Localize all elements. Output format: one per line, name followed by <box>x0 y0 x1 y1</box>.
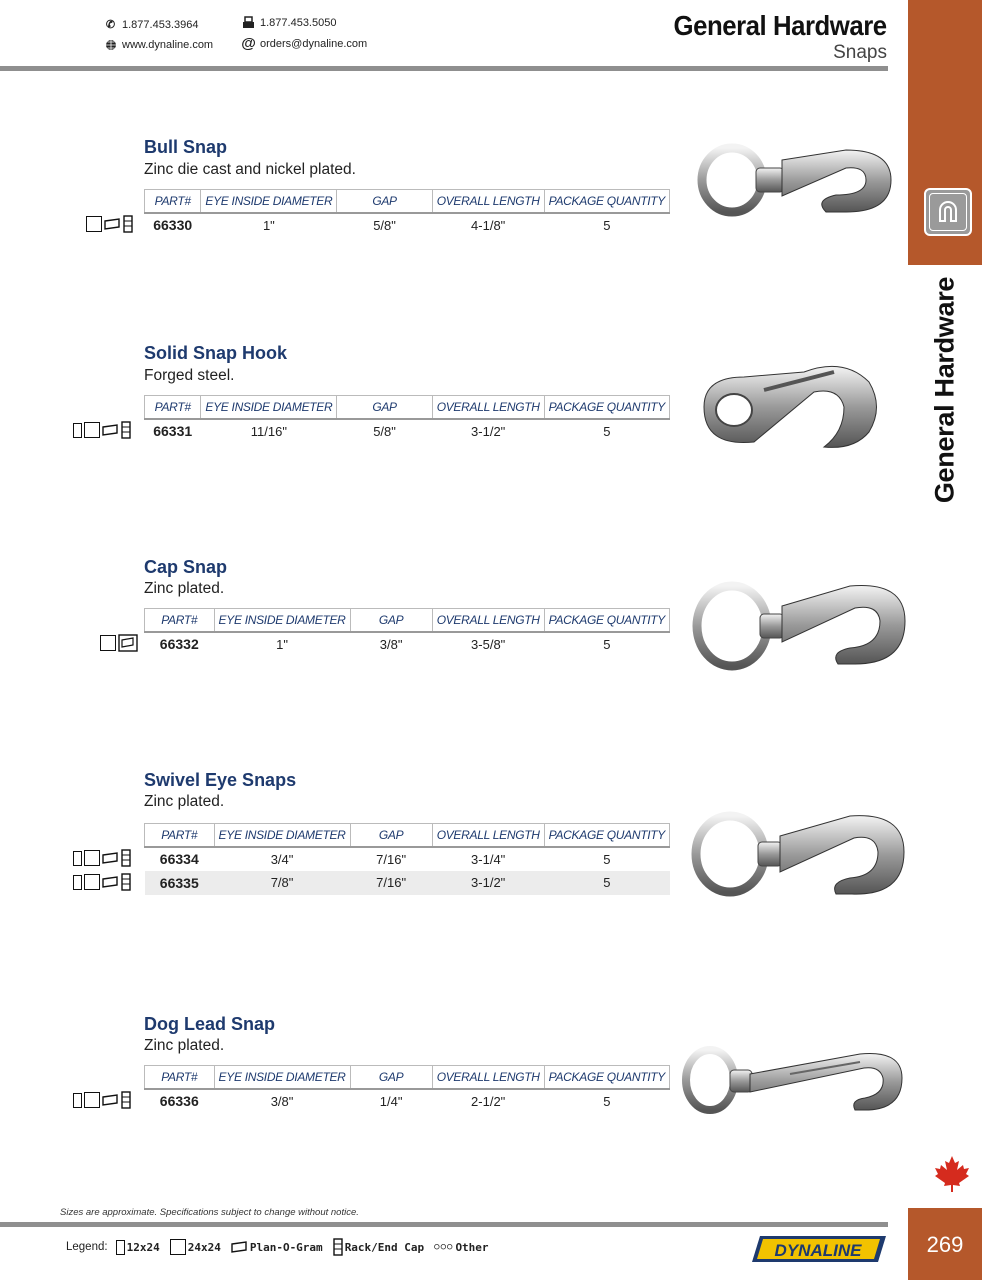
part-number: 66336 <box>159 1093 199 1109</box>
gap: 7/16" <box>376 851 407 867</box>
gap: 5/8" <box>373 217 396 233</box>
package-quantity: 5 <box>603 217 611 233</box>
24x24-icon <box>84 422 100 438</box>
legend-label: Legend: <box>66 1241 108 1253</box>
bull-snap-image <box>696 140 896 220</box>
product-title: Dog Lead Snap <box>144 1014 276 1034</box>
product-description: Zinc plated. <box>144 1037 225 1054</box>
side-tab-label: General Hardware <box>929 276 960 504</box>
part-number: 66334 <box>159 851 199 867</box>
col-eye: EYE INSIDE DIAMETER <box>201 190 337 213</box>
col-gap: GAP <box>350 824 432 847</box>
plan-o-gram-icon <box>104 218 121 230</box>
rack-end-cap-icon <box>121 421 131 439</box>
col-gap: GAP <box>350 609 432 632</box>
24x24-icon <box>84 874 100 890</box>
col-length: OVERALL LENGTH <box>432 824 544 847</box>
cap-snap-image <box>690 576 910 671</box>
12x24-icon <box>73 875 82 890</box>
12x24-icon <box>116 1240 125 1255</box>
24x24-icon <box>170 1239 186 1255</box>
rack-end-cap-icon <box>121 873 131 891</box>
package-quantity: 5 <box>603 636 611 652</box>
col-part: PART# <box>145 190 201 213</box>
gap: 3/8" <box>379 636 403 652</box>
spec-table <box>144 1065 670 1113</box>
product-description: Zinc die cast and nickel plated. <box>144 161 356 178</box>
legend-item-12x24 <box>116 1240 160 1255</box>
legend-text: 24x24 <box>187 1240 221 1254</box>
table-row <box>145 632 670 656</box>
overall-length: 3-1/2" <box>432 871 544 895</box>
col-qty: PACKAGE QUANTITY <box>544 1066 669 1089</box>
display-options <box>73 421 131 439</box>
rack-end-cap-icon <box>121 849 131 867</box>
table-row <box>145 847 670 871</box>
24x24-icon <box>84 1092 100 1108</box>
phone-contact <box>104 18 198 31</box>
plan-o-gram-icon <box>231 1241 248 1253</box>
plan-o-gram-icon <box>102 424 119 436</box>
24x24-icon <box>100 635 116 651</box>
product-description: Zinc plated. <box>144 580 225 597</box>
col-part: PART# <box>145 1066 215 1089</box>
header-rule <box>0 66 888 71</box>
col-qty: PACKAGE QUANTITY <box>544 609 669 632</box>
col-length: OVERALL LENGTH <box>432 1066 544 1089</box>
legend-item-plan-o-gram <box>231 1241 323 1254</box>
display-options <box>73 873 131 891</box>
product-title: Solid Snap Hook <box>144 343 288 363</box>
12x24-icon <box>73 1093 82 1108</box>
legend-text: Other <box>455 1240 489 1254</box>
table-row <box>145 213 670 237</box>
website-link[interactable]: www.dynaline.com <box>122 38 214 51</box>
overall-length: 4-1/8" <box>471 217 506 233</box>
spec-table <box>144 189 670 237</box>
part-number: 66331 <box>153 423 193 439</box>
spec-table <box>144 823 670 895</box>
page-number: 269 <box>926 1232 964 1257</box>
eye-diameter: 3/8" <box>270 1093 294 1109</box>
12x24-icon <box>73 423 82 438</box>
globe-icon <box>104 38 117 51</box>
spec-table <box>144 608 670 656</box>
spec-table <box>144 395 670 443</box>
solid-snap-hook-image <box>694 352 884 452</box>
package-quantity: 5 <box>603 423 611 439</box>
legend-item-rack-end-cap <box>333 1238 424 1256</box>
plan-o-gram-icon <box>102 876 119 888</box>
email-contact[interactable] <box>242 37 367 50</box>
package-quantity: 5 <box>544 871 669 895</box>
part-number: 66335 <box>145 871 215 895</box>
rack-end-cap-icon <box>123 215 133 233</box>
package-quantity: 5 <box>603 851 611 867</box>
overall-length: 3-1/2" <box>471 423 506 439</box>
eye-diameter: 3/4" <box>270 851 294 867</box>
eye-diameter: 7/8" <box>214 871 350 895</box>
product-title: Cap Snap <box>144 557 228 577</box>
col-part: PART# <box>145 609 215 632</box>
gap: 1/4" <box>379 1093 403 1109</box>
package-quantity: 5 <box>603 1093 611 1109</box>
col-gap: GAP <box>350 1066 432 1089</box>
display-options <box>73 849 131 867</box>
legend-text: Rack/End Cap <box>344 1240 425 1254</box>
product-title: Swivel Eye Snaps <box>144 770 297 790</box>
fax-icon <box>242 16 255 29</box>
web-contact[interactable] <box>104 38 213 51</box>
eye-diameter: 11/16" <box>250 423 287 439</box>
maple-leaf-icon <box>934 1155 970 1193</box>
col-gap: GAP <box>337 190 432 213</box>
legend-text: 12x24 <box>126 1240 160 1254</box>
legend-item-24x24 <box>170 1239 221 1255</box>
plan-o-gram-icon <box>102 1094 119 1106</box>
product-description: Zinc plated. <box>144 793 225 810</box>
brand-text: DYNALINE <box>774 1241 862 1260</box>
swivel-eye-snap-image <box>690 808 908 900</box>
24x24-icon <box>86 216 102 232</box>
email-link[interactable]: orders@dynaline.com <box>260 37 368 50</box>
gap: 7/16" <box>350 871 432 895</box>
product-description: Forged steel. <box>144 367 235 384</box>
part-number: 66330 <box>153 217 193 233</box>
col-qty: PACKAGE QUANTITY <box>544 190 669 213</box>
col-part: PART# <box>145 824 215 847</box>
phone-icon: ✆ <box>105 19 116 31</box>
plan-o-gram-icon <box>102 852 119 864</box>
fax-number: 1.877.453.5050 <box>260 16 337 29</box>
disclaimer-note: Sizes are approximate. Specifications subject to change without notice. <box>60 1207 359 1218</box>
plan-o-gram-icon <box>118 634 138 652</box>
table-row <box>145 419 670 443</box>
legend-text: Plan-O-Gram <box>249 1240 323 1254</box>
page-title: General Hardware <box>673 10 887 41</box>
display-options <box>86 215 133 233</box>
page-subtitle: Snaps <box>833 42 887 63</box>
magnet-icon <box>924 188 972 236</box>
footer-rule <box>0 1222 888 1227</box>
legend <box>66 1238 495 1256</box>
overall-length: 3-5/8" <box>471 636 506 652</box>
rack-end-cap-icon <box>333 1238 343 1256</box>
other-icon: ○○○ <box>434 1242 454 1252</box>
product-title: Bull Snap <box>144 137 228 157</box>
col-eye: EYE INSIDE DIAMETER <box>214 609 350 632</box>
col-qty: PACKAGE QUANTITY <box>544 396 669 419</box>
eye-diameter: 1" <box>262 217 275 233</box>
overall-length: 2-1/2" <box>471 1093 506 1109</box>
col-qty: PACKAGE QUANTITY <box>544 824 669 847</box>
phone-number: 1.877.453.3964 <box>122 18 199 31</box>
at-icon: @ <box>241 35 256 52</box>
col-length: OVERALL LENGTH <box>432 609 544 632</box>
12x24-icon <box>73 851 82 866</box>
table-row <box>145 871 670 895</box>
24x24-icon <box>84 850 100 866</box>
dog-lead-snap-image <box>680 1044 905 1116</box>
rack-end-cap-icon <box>121 1091 131 1109</box>
gap: 5/8" <box>373 423 396 439</box>
display-options <box>100 634 138 652</box>
fax-contact <box>242 16 336 29</box>
col-length: OVERALL LENGTH <box>432 190 544 213</box>
col-part: PART# <box>145 396 201 419</box>
legend-item-other <box>434 1241 488 1254</box>
eye-diameter: 1" <box>276 636 288 652</box>
display-options <box>73 1091 131 1109</box>
part-number: 66332 <box>159 636 199 652</box>
table-row <box>145 1089 670 1113</box>
overall-length: 3-1/4" <box>471 851 506 867</box>
dynaline-logo <box>752 1235 886 1263</box>
col-eye: EYE INSIDE DIAMETER <box>214 824 350 847</box>
col-gap: GAP <box>337 396 432 419</box>
col-length: OVERALL LENGTH <box>432 396 544 419</box>
col-eye: EYE INSIDE DIAMETER <box>201 396 337 419</box>
col-eye: EYE INSIDE DIAMETER <box>214 1066 350 1089</box>
